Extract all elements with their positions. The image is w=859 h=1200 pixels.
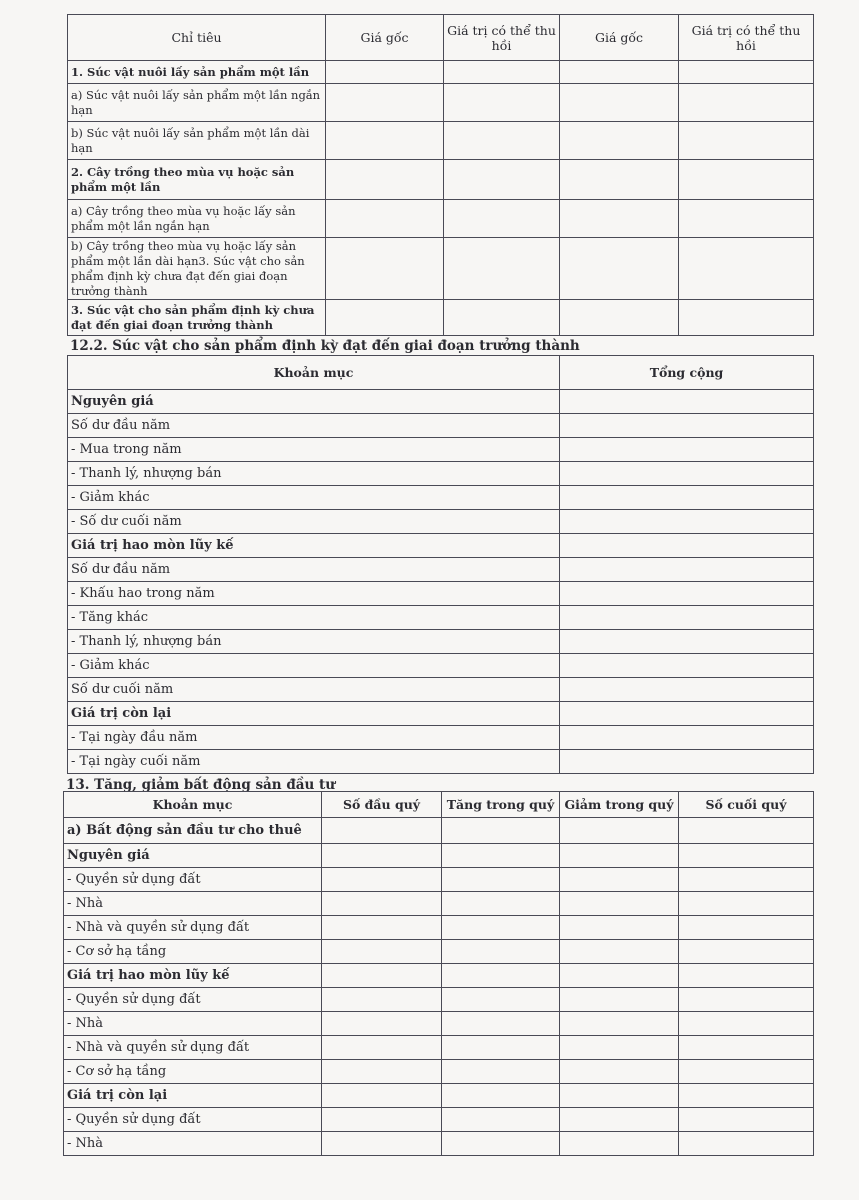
- table-row: [64, 1012, 814, 1036]
- row-label: Giá trị hao mòn lũy kế: [68, 534, 560, 558]
- table-row: [68, 630, 814, 654]
- table-row: [64, 940, 814, 964]
- row-label: - Quyền sử dụng đất: [64, 988, 322, 1012]
- table-row: [68, 438, 814, 462]
- table-row: [64, 964, 814, 988]
- table-row: [68, 462, 814, 486]
- table2-header-khoan-muc: Khoản mục: [68, 356, 560, 390]
- row-label: 2. Cây trồng theo mùa vụ hoặc sản phẩm một lần: [68, 160, 326, 200]
- table-row: [68, 582, 814, 606]
- section-12-2-title: 12.2. Súc vật cho sản phẩm định kỳ đạt đến giai đoạn trưởng thành: [70, 338, 580, 354]
- table-row: [68, 702, 814, 726]
- table-row: [68, 558, 814, 582]
- row-label: Giá trị hao mòn lũy kế: [64, 964, 322, 988]
- table-row: [68, 300, 814, 336]
- row-label: a) Cây trồng theo mùa vụ hoặc lấy sản phẩm một lần ngắn hạn: [68, 200, 326, 238]
- table1-header-row: [68, 15, 814, 61]
- table3-header-so-cuoi-quy: Số cuối quý: [679, 792, 814, 818]
- row-label: Số dư cuối năm: [68, 678, 560, 702]
- table-row: [68, 61, 814, 84]
- table-row: [68, 238, 814, 300]
- table-row: [64, 1036, 814, 1060]
- row-label: - Cơ sở hạ tầng: [64, 1060, 322, 1084]
- table-row: [68, 390, 814, 414]
- row-label: a) Súc vật nuôi lấy sản phẩm một lần ngắn hạn: [68, 84, 326, 122]
- row-label: - Quyền sử dụng đất: [64, 1108, 322, 1132]
- table-investment-property: [63, 791, 814, 1156]
- table3-header-row: [64, 792, 814, 818]
- row-label: a) Bất động sản đầu tư cho thuê: [64, 818, 322, 844]
- row-label: Nguyên giá: [68, 390, 560, 414]
- table-row: [68, 414, 814, 438]
- table3-header-tang-trong-quy: Tăng trong quý: [442, 792, 560, 818]
- row-label: 1. Súc vật nuôi lấy sản phẩm một lần: [68, 61, 326, 84]
- row-label: - Cơ sở hạ tầng: [64, 940, 322, 964]
- row-label: - Mua trong năm: [68, 438, 560, 462]
- table-mature-livestock: [67, 355, 814, 774]
- table1-header-recoverable-2: Giá trị có thể thu hồi: [679, 15, 814, 61]
- row-label: - Thanh lý, nhượng bán: [68, 462, 560, 486]
- table-row: [68, 84, 814, 122]
- table-row: [64, 1108, 814, 1132]
- row-label: b) Cây trồng theo mùa vụ hoặc lấy sản phẩm một lần dài hạn3. Súc vật cho sản phẩm định kỳ chưa đạt đến giai đoạn trưởng thành: [68, 238, 326, 300]
- table1-header-gia-goc-2: Giá gốc: [560, 15, 679, 61]
- row-label: Số dư đầu năm: [68, 558, 560, 582]
- table3-header-khoan-muc: Khoản mục: [64, 792, 322, 818]
- table-row: [68, 726, 814, 750]
- row-label: - Thanh lý, nhượng bán: [68, 630, 560, 654]
- row-label: Giá trị còn lại: [64, 1084, 322, 1108]
- table-biological-assets: [67, 14, 814, 336]
- table1-header-recoverable-1: Giá trị có thể thu hồi: [444, 15, 560, 61]
- row-label: Số dư đầu năm: [68, 414, 560, 438]
- section-13-title: 13. Tăng, giảm bất động sản đầu tư: [66, 777, 336, 793]
- table-row: [68, 678, 814, 702]
- table-row: [64, 988, 814, 1012]
- table1-header-chi-tieu: Chỉ tiêu: [68, 15, 326, 61]
- table-row: [68, 122, 814, 160]
- row-label: - Tại ngày đầu năm: [68, 726, 560, 750]
- table-row: [64, 844, 814, 868]
- table2-header-row: [68, 356, 814, 390]
- table-row: [68, 534, 814, 558]
- table1-header-gia-goc-1: Giá gốc: [326, 15, 444, 61]
- table-row: [64, 1060, 814, 1084]
- row-label: - Nhà: [64, 1012, 322, 1036]
- table-row: [68, 606, 814, 630]
- table-row: [68, 160, 814, 200]
- table-row: [68, 510, 814, 534]
- row-label: Giá trị còn lại: [68, 702, 560, 726]
- table3-header-giam-trong-quy: Giảm trong quý: [560, 792, 679, 818]
- table-row: [64, 916, 814, 940]
- table-row: [68, 200, 814, 238]
- row-label: - Quyền sử dụng đất: [64, 868, 322, 892]
- table-row: [64, 868, 814, 892]
- row-label: - Nhà: [64, 892, 322, 916]
- table2-header-tong-cong: Tổng cộng: [560, 356, 814, 390]
- table3-header-so-dau-quy: Số đầu quý: [322, 792, 442, 818]
- table-row: [64, 818, 814, 844]
- table-row: [68, 750, 814, 774]
- row-label: - Nhà và quyền sử dụng đất: [64, 916, 322, 940]
- table-row: [68, 486, 814, 510]
- row-label: 3. Súc vật cho sản phẩm định kỳ chưa đạt đến giai đoạn trưởng thành: [68, 300, 326, 336]
- table-row: [68, 654, 814, 678]
- table-row: [64, 1084, 814, 1108]
- row-label: - Tại ngày cuối năm: [68, 750, 560, 774]
- row-label: - Số dư cuối năm: [68, 510, 560, 534]
- row-label: - Tăng khác: [68, 606, 560, 630]
- table-row: [64, 892, 814, 916]
- row-label: b) Súc vật nuôi lấy sản phẩm một lần dài hạn: [68, 122, 326, 160]
- table-row: [64, 1132, 814, 1156]
- row-label: - Nhà và quyền sử dụng đất: [64, 1036, 322, 1060]
- row-label: - Giảm khác: [68, 486, 560, 510]
- row-label: - Giảm khác: [68, 654, 560, 678]
- row-label: - Khấu hao trong năm: [68, 582, 560, 606]
- row-label: Nguyên giá: [64, 844, 322, 868]
- row-label: - Nhà: [64, 1132, 322, 1156]
